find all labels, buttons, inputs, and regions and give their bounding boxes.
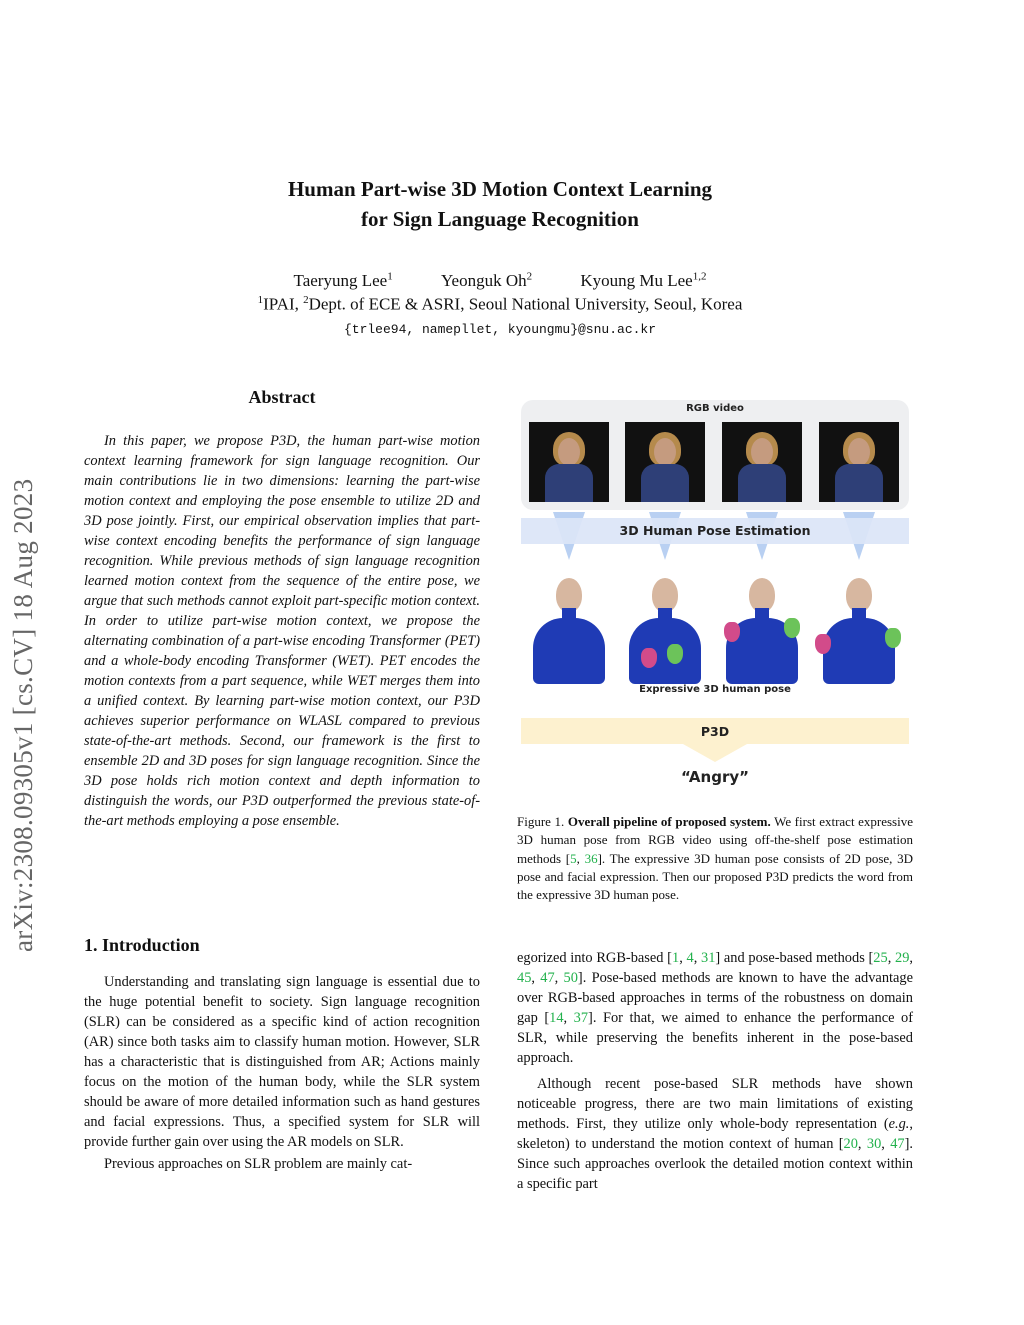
citation-link[interactable]: 47 xyxy=(540,970,555,986)
author: Taeryung Lee$^1$ xyxy=(293,270,393,290)
hand-marker xyxy=(815,634,831,654)
intro-paragraph: egorized into RGB-based [1, 4, 31] and pose-based methods [25, 29, 45, 47, 50]. Pose-based methods are known to have the advantage over RGB-based approaches in terms of the robustness on domain gap [14, 37]. For that, we aimed to enhance the performance of SLR, while preserving the benefits inherent in the pose-based approach. xyxy=(517,950,914,1066)
figure-caption: Figure 1. Overall pipeline of proposed system. We first extract expressive 3D human pose from RGB video using off-the-shelf pose estimation methods [5, 36]. The expressive 3D human pose consists of 2D pose, 3D pose and facial expression. Then our proposed P3D predicts the word from the expressive 3D human pose. xyxy=(517,814,913,903)
citation-link[interactable]: 50 xyxy=(563,970,578,986)
citation-link[interactable]: 4 xyxy=(686,950,694,966)
p3d-label: P3D xyxy=(700,724,730,739)
section-heading: 1. Introduction xyxy=(84,935,200,955)
hand-marker xyxy=(641,648,657,668)
3d-avatar xyxy=(817,578,901,684)
author-list xyxy=(0,270,1000,291)
output-word: “Angry” xyxy=(681,768,749,786)
citation-link[interactable]: 36 xyxy=(584,850,598,866)
affiliation: $^1$IPAI, $^2$Dept. of ECE & ASRI, Seoul National University, Seoul, Korea xyxy=(257,294,743,314)
citation-link[interactable]: 25 xyxy=(873,950,888,966)
abstract-body: In this paper, we propose P3D, the human part-wise motion context learning framework for sign language recognition. Our main contributions lie in two dimensions: learning the part-wise motion context and employing the pose ensemble to utilize 2D and 3D pose jointly. First, our empirical observation implies that part-wise context encoding benefits the performance of sign language recognition. While previous methods of sign language recognition learned motion context from the sequence of the entire pose, we argue that such methods cannot exploit part-specific motion context. In order to utilize part-wise motion context, we propose the alternating combination of a part-wise encoding Transformer (PET) and a whole-body encoding Transformer (WET). PET encodes the motion contexts from a part sequence, while WET merges them into a unified context. By learning part-wise motion context, our P3D achieves superior performance on WLASL compared to previous state-of-the-art methods. Second, our framework is the first to ensemble 2D and 3D poses for sign language recognition. Since the 3D pose holds rich motion context and depth information to distinguish the words, our P3D outperformed the previous state-of-the-art methods employing a pose ensemble. xyxy=(84,433,480,829)
author: Yeonguk Oh$^2$ xyxy=(440,270,533,290)
citation-link[interactable]: 47 xyxy=(890,1136,905,1152)
citation-link[interactable]: 14 xyxy=(549,1010,564,1026)
arxiv-side-label: arXiv:2308.09305v1 [cs.CV] 18 Aug 2023 xyxy=(8,478,38,952)
intro-left-column xyxy=(84,972,480,1174)
citation-link[interactable]: 37 xyxy=(573,1010,589,1026)
author: Kyoung Mu Lee$^{1,2}$ xyxy=(580,270,707,290)
3d-avatar xyxy=(527,578,611,684)
video-frame xyxy=(625,422,705,502)
intro-paragraph: Previous approaches on SLR problem are mainly cat- xyxy=(104,1156,413,1172)
hand-marker xyxy=(724,622,740,642)
abstract-heading: Abstract xyxy=(248,387,316,407)
citation-link[interactable]: 29 xyxy=(895,950,910,966)
video-frame xyxy=(819,422,899,502)
hand-marker xyxy=(885,628,901,648)
citation-link[interactable]: 20 xyxy=(843,1136,858,1152)
intro-paragraph: Understanding and translating sign language is essential due to the huge potential benefit to society. Sign language recognition (SLR) can be considered as a specific kind of action recognition (AR) since both tasks aim to classify human motion. However, SLR has a characteristic that is distinguished from AR; Actions mainly focus on the motion of the human body, while the SLR system should be aware of more detailed information such as hand gestures and facial expressions. Thus, a specified system for SLR will provide further gain over using the AR models on SLR. xyxy=(84,974,480,1150)
paper-title xyxy=(0,174,1000,234)
expressive-pose-label: Expressive 3D human pose xyxy=(639,684,791,695)
hand-marker xyxy=(667,644,683,664)
title-line-1: Human Part-wise 3D Motion Context Learning xyxy=(287,177,713,201)
intro-paragraph: Although recent pose-based SLR methods have shown noticeable progress, there are two main limitations of existing methods. First, they utilize only whole-body representation (e.g., skeleton) to understand the motion context of human [20, 30, 47]. Since such approaches overlook the detailed motion context within a specific part xyxy=(517,1076,913,1192)
video-frame xyxy=(529,422,609,502)
intro-right-column xyxy=(517,948,913,1194)
3d-avatar xyxy=(623,578,707,684)
citation-link[interactable]: 45 xyxy=(517,970,532,986)
title-line-2: for Sign Language Recognition xyxy=(361,207,639,231)
citation-link[interactable]: 1 xyxy=(671,950,680,966)
down-arrow-icon xyxy=(683,744,747,762)
pose-estimation-label: 3D Human Pose Estimation xyxy=(619,523,811,538)
3d-avatar xyxy=(720,578,804,684)
citation-link[interactable]: 30 xyxy=(866,1136,882,1152)
author-emails: {trlee94, namepllet, kyoungmu}@snu.ac.kr xyxy=(343,322,657,337)
citation-link[interactable]: 31 xyxy=(701,950,716,966)
video-frame xyxy=(722,422,802,502)
citation-link[interactable]: 5 xyxy=(570,850,577,866)
hand-marker xyxy=(784,618,800,638)
rgb-video-label: RGB video xyxy=(686,403,744,414)
